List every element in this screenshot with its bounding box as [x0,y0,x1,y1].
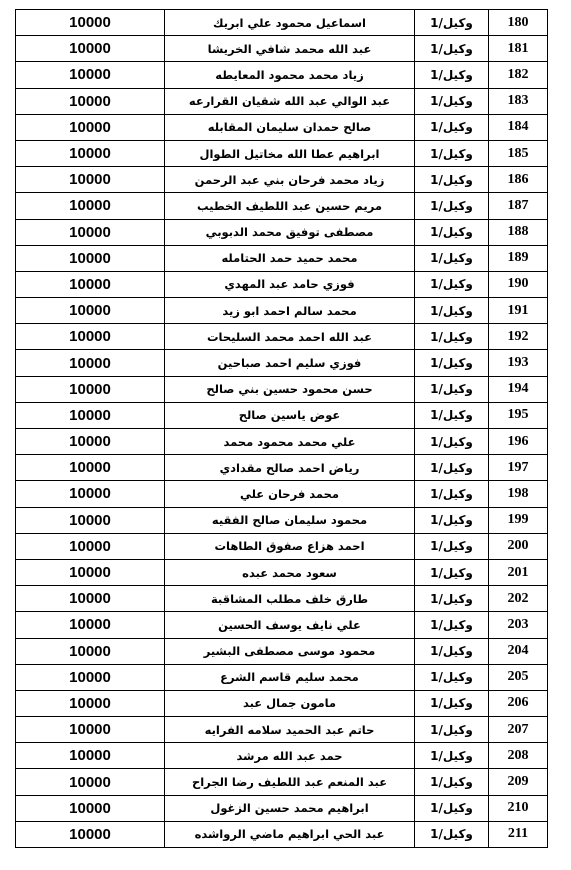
role-cell: وكيل/1 [415,376,489,402]
name-cell: عبد الله محمد شافي الخريشا [165,36,415,62]
amount-cell: 10000 [16,376,165,402]
row-number-cell: 195 [489,402,548,428]
role-cell: وكيل/1 [415,481,489,507]
role-cell: وكيل/1 [415,402,489,428]
name-cell: فوزي سليم احمد صباحين [165,350,415,376]
amount-cell: 10000 [16,114,165,140]
name-cell: علي نايف يوسف الحسين [165,612,415,638]
table-row [16,36,548,62]
table-row [16,376,548,402]
row-number-cell: 187 [489,193,548,219]
row-number-cell: 200 [489,533,548,559]
name-cell: علي محمد محمود محمد [165,429,415,455]
amount-cell: 10000 [16,821,165,847]
role-cell: وكيل/1 [415,271,489,297]
table-row [16,559,548,585]
row-number-cell: 205 [489,664,548,690]
amount-cell: 10000 [16,481,165,507]
table-row [16,638,548,664]
row-number-cell: 201 [489,559,548,585]
role-cell: وكيل/1 [415,507,489,533]
amount-cell: 10000 [16,586,165,612]
role-cell: وكيل/1 [415,140,489,166]
table-row [16,271,548,297]
row-number-cell: 199 [489,507,548,533]
role-cell: وكيل/1 [415,10,489,36]
row-number-cell: 185 [489,140,548,166]
row-number-cell: 188 [489,219,548,245]
table-row [16,193,548,219]
amount-cell: 10000 [16,690,165,716]
role-cell: وكيل/1 [415,664,489,690]
name-cell: مامون جمال عبد [165,690,415,716]
table-row [16,664,548,690]
row-number-cell: 198 [489,481,548,507]
role-cell: وكيل/1 [415,533,489,559]
row-number-cell: 204 [489,638,548,664]
amount-cell: 10000 [16,167,165,193]
role-cell: وكيل/1 [415,298,489,324]
amount-cell: 10000 [16,245,165,271]
table-row [16,821,548,847]
name-cell: احمد هزاع صفوق الطاهات [165,533,415,559]
role-cell: وكيل/1 [415,245,489,271]
amount-cell: 10000 [16,455,165,481]
role-cell: وكيل/1 [415,324,489,350]
name-cell: اسماعيل محمود علي ابريك [165,10,415,36]
amount-cell: 10000 [16,664,165,690]
amount-cell: 10000 [16,62,165,88]
role-cell: وكيل/1 [415,219,489,245]
amount-cell: 10000 [16,638,165,664]
name-cell: حسن محمود حسين بني صالح [165,376,415,402]
row-number-cell: 208 [489,743,548,769]
role-cell: وكيل/1 [415,193,489,219]
table-row [16,298,548,324]
role-cell: وكيل/1 [415,795,489,821]
amount-cell: 10000 [16,533,165,559]
name-cell: حمد عبد الله مرشد [165,743,415,769]
names-table [15,9,548,848]
role-cell: وكيل/1 [415,167,489,193]
amount-cell: 10000 [16,36,165,62]
name-cell: محمود سليمان صالح الفقيه [165,507,415,533]
table-row [16,690,548,716]
amount-cell: 10000 [16,10,165,36]
role-cell: وكيل/1 [415,743,489,769]
row-number-cell: 210 [489,795,548,821]
table-row [16,455,548,481]
name-cell: عبد الحي ابراهيم ماضي الرواشده [165,821,415,847]
table-row [16,10,548,36]
row-number-cell: 202 [489,586,548,612]
table-row [16,62,548,88]
row-number-cell: 211 [489,821,548,847]
role-cell: وكيل/1 [415,88,489,114]
name-cell: صالح حمدان سليمان المقابله [165,114,415,140]
row-number-cell: 197 [489,455,548,481]
amount-cell: 10000 [16,402,165,428]
table-row [16,586,548,612]
row-number-cell: 182 [489,62,548,88]
name-cell: ابراهيم عطا الله مخاتيل الطوال [165,140,415,166]
role-cell: وكيل/1 [415,36,489,62]
row-number-cell: 186 [489,167,548,193]
name-cell: فوزي حامد عبد المهدي [165,271,415,297]
row-number-cell: 181 [489,36,548,62]
name-cell: سعود محمد عبده [165,559,415,585]
row-number-cell: 206 [489,690,548,716]
table-row [16,140,548,166]
role-cell: وكيل/1 [415,559,489,585]
amount-cell: 10000 [16,717,165,743]
name-cell: محمد سليم قاسم الشرع [165,664,415,690]
table-row [16,533,548,559]
table-row [16,402,548,428]
row-number-cell: 207 [489,717,548,743]
name-cell: زياد محمد فرحان بني عبد الرحمن [165,167,415,193]
amount-cell: 10000 [16,795,165,821]
table-row [16,612,548,638]
table-row [16,769,548,795]
role-cell: وكيل/1 [415,717,489,743]
role-cell: وكيل/1 [415,769,489,795]
name-cell: محمد حميد حمد الحتامله [165,245,415,271]
role-cell: وكيل/1 [415,690,489,716]
row-number-cell: 203 [489,612,548,638]
name-cell: رياض احمد صالح مقدادي [165,455,415,481]
amount-cell: 10000 [16,507,165,533]
name-cell: عبد الله احمد محمد السليحات [165,324,415,350]
name-cell: محمد فرحان علي [165,481,415,507]
table-row [16,88,548,114]
name-cell: مصطفى توفيق محمد الدبوبي [165,219,415,245]
role-cell: وكيل/1 [415,114,489,140]
row-number-cell: 180 [489,10,548,36]
table-row [16,324,548,350]
document-page [15,9,548,848]
role-cell: وكيل/1 [415,821,489,847]
amount-cell: 10000 [16,219,165,245]
amount-cell: 10000 [16,559,165,585]
row-number-cell: 193 [489,350,548,376]
table-row [16,167,548,193]
row-number-cell: 194 [489,376,548,402]
row-number-cell: 184 [489,114,548,140]
amount-cell: 10000 [16,88,165,114]
name-cell: مريم حسين عبد اللطيف الخطيب [165,193,415,219]
row-number-cell: 192 [489,324,548,350]
amount-cell: 10000 [16,193,165,219]
table-row [16,219,548,245]
amount-cell: 10000 [16,271,165,297]
name-cell: زياد محمد محمود المعايطه [165,62,415,88]
row-number-cell: 209 [489,769,548,795]
row-number-cell: 183 [489,88,548,114]
name-cell: ابراهيم محمد حسين الزغول [165,795,415,821]
amount-cell: 10000 [16,324,165,350]
amount-cell: 10000 [16,140,165,166]
amount-cell: 10000 [16,743,165,769]
name-cell: طارق خلف مطلب المشاقبة [165,586,415,612]
table-row [16,795,548,821]
row-number-cell: 191 [489,298,548,324]
name-cell: حاتم عبد الحميد سلامه الفرايه [165,717,415,743]
row-number-cell: 190 [489,271,548,297]
name-cell: عوض ياسين صالح [165,402,415,428]
table-row [16,429,548,455]
table-row [16,743,548,769]
amount-cell: 10000 [16,298,165,324]
table-body [16,10,548,848]
amount-cell: 10000 [16,612,165,638]
role-cell: وكيل/1 [415,638,489,664]
table-row [16,114,548,140]
table-row [16,350,548,376]
name-cell: عبد المنعم عبد اللطيف رضا الجراح [165,769,415,795]
role-cell: وكيل/1 [415,455,489,481]
role-cell: وكيل/1 [415,586,489,612]
role-cell: وكيل/1 [415,350,489,376]
role-cell: وكيل/1 [415,62,489,88]
row-number-cell: 189 [489,245,548,271]
row-number-cell: 196 [489,429,548,455]
table-row [16,481,548,507]
table-row [16,717,548,743]
name-cell: محمد سالم احمد ابو زيد [165,298,415,324]
amount-cell: 10000 [16,769,165,795]
table-row [16,245,548,271]
amount-cell: 10000 [16,350,165,376]
role-cell: وكيل/1 [415,612,489,638]
table-row [16,507,548,533]
name-cell: محمود موسى مصطفى البشير [165,638,415,664]
amount-cell: 10000 [16,429,165,455]
name-cell: عبد الوالي عبد الله شقيان القرارعه [165,88,415,114]
role-cell: وكيل/1 [415,429,489,455]
